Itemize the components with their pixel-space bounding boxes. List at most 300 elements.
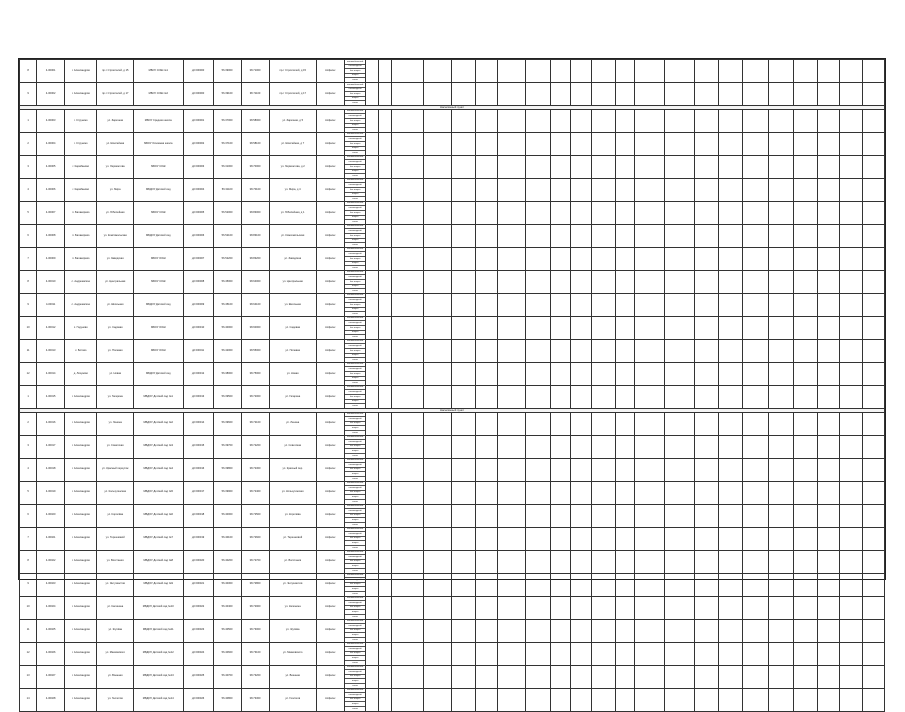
table-cell xyxy=(551,596,570,619)
table-cell xyxy=(592,688,616,711)
table-cell xyxy=(839,224,863,247)
surface-breakdown-label: автомобильный xyxy=(345,666,366,671)
table-cell: 38.83100 xyxy=(241,224,269,247)
table-cell xyxy=(592,224,616,247)
row-number: 2 xyxy=(20,132,37,155)
table-cell: Асфальт xyxy=(316,665,344,688)
table-cell: МБДОУ Детский сад №13 xyxy=(134,665,183,688)
surface-breakdown-grid xyxy=(345,689,366,711)
surface-breakdown-cell xyxy=(344,458,366,481)
table-cell xyxy=(366,504,379,527)
table-cell xyxy=(768,178,794,201)
table-cell xyxy=(392,596,424,619)
table-cell xyxy=(379,573,392,596)
surface-breakdown-label: без опоры xyxy=(345,491,366,496)
table-cell xyxy=(768,504,794,527)
table-cell xyxy=(570,435,592,458)
table-cell xyxy=(794,481,818,504)
table-cell xyxy=(570,458,592,481)
table-cell xyxy=(366,247,379,270)
table-cell xyxy=(424,412,452,435)
table-cell xyxy=(742,412,768,435)
table-cell xyxy=(768,435,794,458)
table-cell xyxy=(839,178,863,201)
surface-breakdown-grid xyxy=(345,643,366,665)
table-cell xyxy=(794,247,818,270)
table-cell xyxy=(525,688,551,711)
table-cell xyxy=(818,458,840,481)
table-cell xyxy=(863,504,885,527)
row-number: 4 xyxy=(20,458,37,481)
table-cell: д0 000013 xyxy=(183,385,213,408)
table-cell: д0 000016 xyxy=(183,458,213,481)
table-cell xyxy=(863,132,885,155)
table-cell xyxy=(742,573,768,596)
surface-breakdown-label: автомобильный xyxy=(345,574,366,579)
table-cell xyxy=(768,293,794,316)
table-cell xyxy=(839,270,863,293)
table-cell xyxy=(863,665,885,688)
table-cell: 56.52000 xyxy=(213,201,241,224)
table-cell xyxy=(635,247,665,270)
table-cell xyxy=(570,339,592,362)
table-cell xyxy=(392,458,424,481)
table-cell xyxy=(839,504,863,527)
table-cell xyxy=(839,60,863,83)
surface-breakdown-label: итого xyxy=(352,335,358,338)
surface-breakdown-label: без опоры xyxy=(345,606,366,611)
table-cell xyxy=(525,339,551,362)
surface-breakdown-label: пешеходный xyxy=(345,486,366,491)
surface-breakdown-grid xyxy=(345,110,366,132)
table-cell: г. Александров xyxy=(65,458,97,481)
surface-breakdown-grid xyxy=(345,459,366,481)
table-cell xyxy=(665,247,695,270)
table-cell: г. Александров xyxy=(65,665,97,688)
table-cell xyxy=(379,619,392,642)
table-cell: г. Александров xyxy=(65,573,97,596)
table-cell xyxy=(635,155,665,178)
table-cell xyxy=(379,642,392,665)
table-cell xyxy=(592,642,616,665)
surface-breakdown-label: опоры xyxy=(345,308,366,313)
table-cell xyxy=(839,527,863,550)
table-cell xyxy=(497,458,525,481)
table-cell: 56.40700 xyxy=(213,665,241,688)
table-cell xyxy=(452,60,476,83)
table-cell xyxy=(768,109,794,132)
table-cell xyxy=(635,385,665,408)
surface-breakdown-grid xyxy=(345,386,366,408)
table-cell: ул. Юбилейная, д 1 xyxy=(269,201,316,224)
table-cell xyxy=(635,270,665,293)
table-cell: ул. Ленина xyxy=(269,412,316,435)
table-cell: ул. Красный пер. xyxy=(269,458,316,481)
surface-breakdown-label: пешеходный xyxy=(345,252,366,257)
table-cell xyxy=(525,178,551,201)
table-cell xyxy=(497,619,525,642)
table-cell xyxy=(665,178,695,201)
table-cell xyxy=(818,270,840,293)
surface-breakdown-grid xyxy=(345,179,366,201)
surface-breakdown-label: пешеходный xyxy=(345,463,366,468)
table-cell xyxy=(635,458,665,481)
table-cell xyxy=(742,109,768,132)
table-cell xyxy=(665,83,695,106)
table-cell xyxy=(525,458,551,481)
table-cell xyxy=(476,109,498,132)
registry-table xyxy=(19,59,885,712)
table-cell xyxy=(592,178,616,201)
table-cell xyxy=(366,270,379,293)
table-row xyxy=(20,178,885,201)
table-cell xyxy=(719,316,743,339)
table-cell xyxy=(665,316,695,339)
table-cell xyxy=(695,385,719,408)
surface-breakdown-label: итого xyxy=(352,174,358,177)
table-cell xyxy=(768,247,794,270)
surface-breakdown-cell xyxy=(344,270,366,293)
surface-breakdown-label: автомобильный xyxy=(345,505,366,510)
table-row xyxy=(20,481,885,504)
table-cell: г. Александров xyxy=(65,385,97,408)
table-cell: 4-00006 xyxy=(37,178,65,201)
table-cell xyxy=(719,412,743,435)
table-cell xyxy=(742,527,768,550)
table-cell xyxy=(794,642,818,665)
table-cell: 56.42000 xyxy=(213,339,241,362)
table-cell xyxy=(818,155,840,178)
surface-breakdown-label: без опоры xyxy=(345,445,366,450)
surface-breakdown-cell xyxy=(344,527,366,550)
surface-breakdown-label: опоры xyxy=(345,74,366,79)
table-cell xyxy=(424,155,452,178)
surface-breakdown-label: итого xyxy=(352,358,358,361)
table-cell xyxy=(392,83,424,106)
table-cell: МБОУ СОШ №1 xyxy=(134,60,183,83)
surface-breakdown-label: пешеходный xyxy=(345,160,366,165)
surface-breakdown-cell xyxy=(344,362,366,385)
table-cell xyxy=(863,642,885,665)
table-cell xyxy=(476,642,498,665)
table-cell xyxy=(635,83,665,106)
table-cell xyxy=(665,201,695,224)
table-cell xyxy=(379,385,392,408)
table-cell xyxy=(570,224,592,247)
surface-breakdown-label: автомобильный xyxy=(345,386,366,391)
table-cell: д0 000005 xyxy=(183,201,213,224)
surface-breakdown-label: автомобильный xyxy=(345,459,366,464)
table-cell xyxy=(719,688,743,711)
table-cell xyxy=(719,596,743,619)
table-row xyxy=(20,527,885,550)
table-cell xyxy=(818,109,840,132)
table-cell xyxy=(525,132,551,155)
table-cell xyxy=(719,201,743,224)
table-cell: ул. Военная xyxy=(269,665,316,688)
surface-breakdown-grid xyxy=(345,574,366,596)
surface-breakdown-label: итого xyxy=(352,289,358,292)
table-cell xyxy=(615,83,634,106)
surface-breakdown-label: итого xyxy=(352,546,358,549)
table-cell: МБДОУ Детский сад №1 xyxy=(134,385,183,408)
surface-breakdown-label: автомобильный xyxy=(345,248,366,253)
table-cell xyxy=(818,619,840,642)
table-cell xyxy=(392,481,424,504)
table-cell: Асфальт xyxy=(316,293,344,316)
table-cell xyxy=(665,504,695,527)
table-cell xyxy=(742,362,768,385)
table-cell: ул. Геологов xyxy=(269,688,316,711)
table-cell xyxy=(863,178,885,201)
table-cell xyxy=(768,385,794,408)
table-cell xyxy=(665,293,695,316)
table-cell: ул. Заводская xyxy=(269,247,316,270)
table-cell: ул. Кольчугинская xyxy=(269,481,316,504)
surface-breakdown-label: пешеходный xyxy=(345,137,366,142)
table-cell: д0 000010 xyxy=(183,316,213,339)
surface-breakdown-label: без опоры xyxy=(345,560,366,565)
table-cell xyxy=(551,132,570,155)
table-cell xyxy=(570,201,592,224)
surface-breakdown-grid xyxy=(345,505,366,527)
surface-breakdown-label: опоры xyxy=(345,193,366,198)
table-cell xyxy=(424,504,452,527)
table-cell xyxy=(366,688,379,711)
table-cell xyxy=(525,247,551,270)
table-cell: ул. Центральная xyxy=(269,270,316,293)
table-cell xyxy=(863,247,885,270)
table-cell: п. Балакирево xyxy=(65,247,97,270)
table-cell xyxy=(452,596,476,619)
table-row xyxy=(20,412,885,435)
table-cell: д0 000014 xyxy=(183,412,213,435)
table-cell xyxy=(818,688,840,711)
surface-breakdown-label: автомобильный xyxy=(345,689,366,694)
table-cell: 38.72700 xyxy=(241,550,269,573)
table-cell xyxy=(497,481,525,504)
table-cell xyxy=(615,412,634,435)
table-cell xyxy=(794,270,818,293)
surface-breakdown-label: пешеходный xyxy=(345,390,366,395)
surface-breakdown-label: опоры xyxy=(345,124,366,129)
table-cell xyxy=(592,458,616,481)
table-cell xyxy=(768,316,794,339)
table-cell xyxy=(476,83,498,106)
surface-breakdown-label: без опоры xyxy=(345,583,366,588)
table-row xyxy=(20,201,885,224)
table-cell: 38.72500 xyxy=(241,504,269,527)
table-cell xyxy=(665,642,695,665)
table-cell xyxy=(570,619,592,642)
surface-breakdown-grid xyxy=(345,620,366,642)
surface-breakdown-label: опоры xyxy=(345,354,366,359)
table-cell: ул. Гагарина xyxy=(97,385,134,408)
table-cell xyxy=(551,573,570,596)
table-cell xyxy=(476,412,498,435)
table-cell: Асфальт xyxy=(316,362,344,385)
row-number: 11 xyxy=(20,339,37,362)
table-cell xyxy=(615,458,634,481)
table-cell xyxy=(497,132,525,155)
table-cell xyxy=(592,60,616,83)
surface-breakdown-cell xyxy=(344,688,366,711)
table-cell xyxy=(794,412,818,435)
table-cell xyxy=(818,550,840,573)
table-cell: Асфальт xyxy=(316,435,344,458)
table-cell xyxy=(452,247,476,270)
table-row xyxy=(20,458,885,481)
table-cell xyxy=(570,270,592,293)
table-cell xyxy=(863,458,885,481)
table-cell: д0 000003 xyxy=(183,155,213,178)
table-cell: с. Годуново xyxy=(65,316,97,339)
table-cell xyxy=(366,339,379,362)
table-cell xyxy=(452,412,476,435)
table-cell xyxy=(818,247,840,270)
table-cell xyxy=(665,435,695,458)
table-cell xyxy=(794,316,818,339)
surface-breakdown-label: автомобильный xyxy=(345,225,366,230)
table-row xyxy=(20,688,885,711)
table-cell xyxy=(392,642,424,665)
table-cell xyxy=(424,83,452,106)
table-cell xyxy=(570,573,592,596)
table-cell: г. Александров xyxy=(65,642,97,665)
table-cell xyxy=(551,270,570,293)
table-cell: ул. Маяковского xyxy=(269,642,316,665)
table-cell xyxy=(768,60,794,83)
table-cell xyxy=(452,435,476,458)
table-cell xyxy=(719,247,743,270)
surface-breakdown-label: пешеходный xyxy=(345,321,366,326)
table-cell xyxy=(570,642,592,665)
row-number: 1 xyxy=(20,109,37,132)
table-row xyxy=(20,293,885,316)
table-cell: ул. Школьная xyxy=(97,293,134,316)
table-cell xyxy=(818,293,840,316)
surface-breakdown-label: итого xyxy=(352,381,358,384)
table-cell: ул. Лермонтова, д 2 xyxy=(269,155,316,178)
table-cell xyxy=(665,481,695,504)
surface-breakdown-label: пешеходный xyxy=(345,206,366,211)
table-cell xyxy=(452,619,476,642)
table-cell xyxy=(366,83,379,106)
table-cell: ул. Калинина xyxy=(97,596,134,619)
table-cell xyxy=(794,224,818,247)
surface-breakdown-label: пешеходный xyxy=(345,647,366,652)
table-cell xyxy=(452,316,476,339)
surface-breakdown-cell xyxy=(344,642,366,665)
table-cell xyxy=(379,201,392,224)
table-cell xyxy=(695,435,719,458)
table-cell xyxy=(452,224,476,247)
table-cell xyxy=(392,665,424,688)
table-cell xyxy=(818,385,840,408)
table-cell xyxy=(742,201,768,224)
table-cell xyxy=(452,178,476,201)
table-cell xyxy=(452,665,476,688)
table-cell xyxy=(497,201,525,224)
table-cell: г. Александров xyxy=(65,527,97,550)
table-cell xyxy=(452,550,476,573)
table-cell: 56.52100 xyxy=(213,224,241,247)
table-row xyxy=(20,83,885,106)
surface-breakdown-label: без опоры xyxy=(345,188,366,193)
table-cell xyxy=(719,362,743,385)
table-cell xyxy=(452,293,476,316)
table-cell xyxy=(615,224,634,247)
table-cell xyxy=(392,316,424,339)
table-cell: д0 000019 xyxy=(183,527,213,550)
table-cell xyxy=(615,293,634,316)
table-cell xyxy=(695,132,719,155)
table-row xyxy=(20,60,885,83)
table-cell: 4-00028 xyxy=(37,688,65,711)
table-cell xyxy=(379,688,392,711)
table-row xyxy=(20,619,885,642)
table-cell: 4-00019 xyxy=(37,481,65,504)
table-cell: 4-00012 xyxy=(37,316,65,339)
surface-breakdown-label: итого xyxy=(352,638,358,641)
table-cell: д0 000012 xyxy=(183,362,213,385)
surface-breakdown-label: без опоры xyxy=(345,629,366,634)
table-row xyxy=(20,504,885,527)
table-cell xyxy=(615,247,634,270)
table-cell: Асфальт xyxy=(316,178,344,201)
table-cell xyxy=(379,412,392,435)
table-cell: 56.40800 xyxy=(213,688,241,711)
table-cell: ул. Королёва xyxy=(97,504,134,527)
surface-breakdown-cell xyxy=(344,316,366,339)
surface-breakdown-cell xyxy=(344,596,366,619)
table-cell: 38.70100 xyxy=(241,178,269,201)
table-cell xyxy=(497,642,525,665)
table-cell: 56.40000 xyxy=(213,316,241,339)
table-cell xyxy=(768,458,794,481)
table-row xyxy=(20,270,885,293)
table-cell xyxy=(525,596,551,619)
surface-breakdown-cell xyxy=(344,155,366,178)
table-cell xyxy=(719,481,743,504)
table-cell xyxy=(525,316,551,339)
table-cell: ул. Полевая xyxy=(269,339,316,362)
table-cell xyxy=(392,412,424,435)
table-cell xyxy=(379,247,392,270)
table-cell xyxy=(695,596,719,619)
section-label: Населённый пункт xyxy=(20,106,885,110)
table-cell xyxy=(863,316,885,339)
surface-breakdown-label: автомобильный xyxy=(345,133,366,138)
table-cell xyxy=(635,293,665,316)
surface-breakdown-label: без опоры xyxy=(345,234,366,239)
table-cell xyxy=(742,435,768,458)
table-cell: Асфальт xyxy=(316,642,344,665)
table-cell: МБДОУ Детский сад №6 xyxy=(134,504,183,527)
surface-breakdown-label: пешеходный xyxy=(345,417,366,422)
table-cell xyxy=(525,573,551,596)
surface-breakdown-grid xyxy=(345,340,366,362)
table-row xyxy=(20,596,885,619)
table-cell xyxy=(551,178,570,201)
table-cell: Асфальт xyxy=(316,596,344,619)
table-cell: 38.60000 xyxy=(241,316,269,339)
table-cell xyxy=(551,550,570,573)
table-cell xyxy=(615,270,634,293)
table-cell: ул. Гагарина xyxy=(269,385,316,408)
table-cell xyxy=(794,573,818,596)
table-cell: ул. Заречная, д 5 xyxy=(269,109,316,132)
